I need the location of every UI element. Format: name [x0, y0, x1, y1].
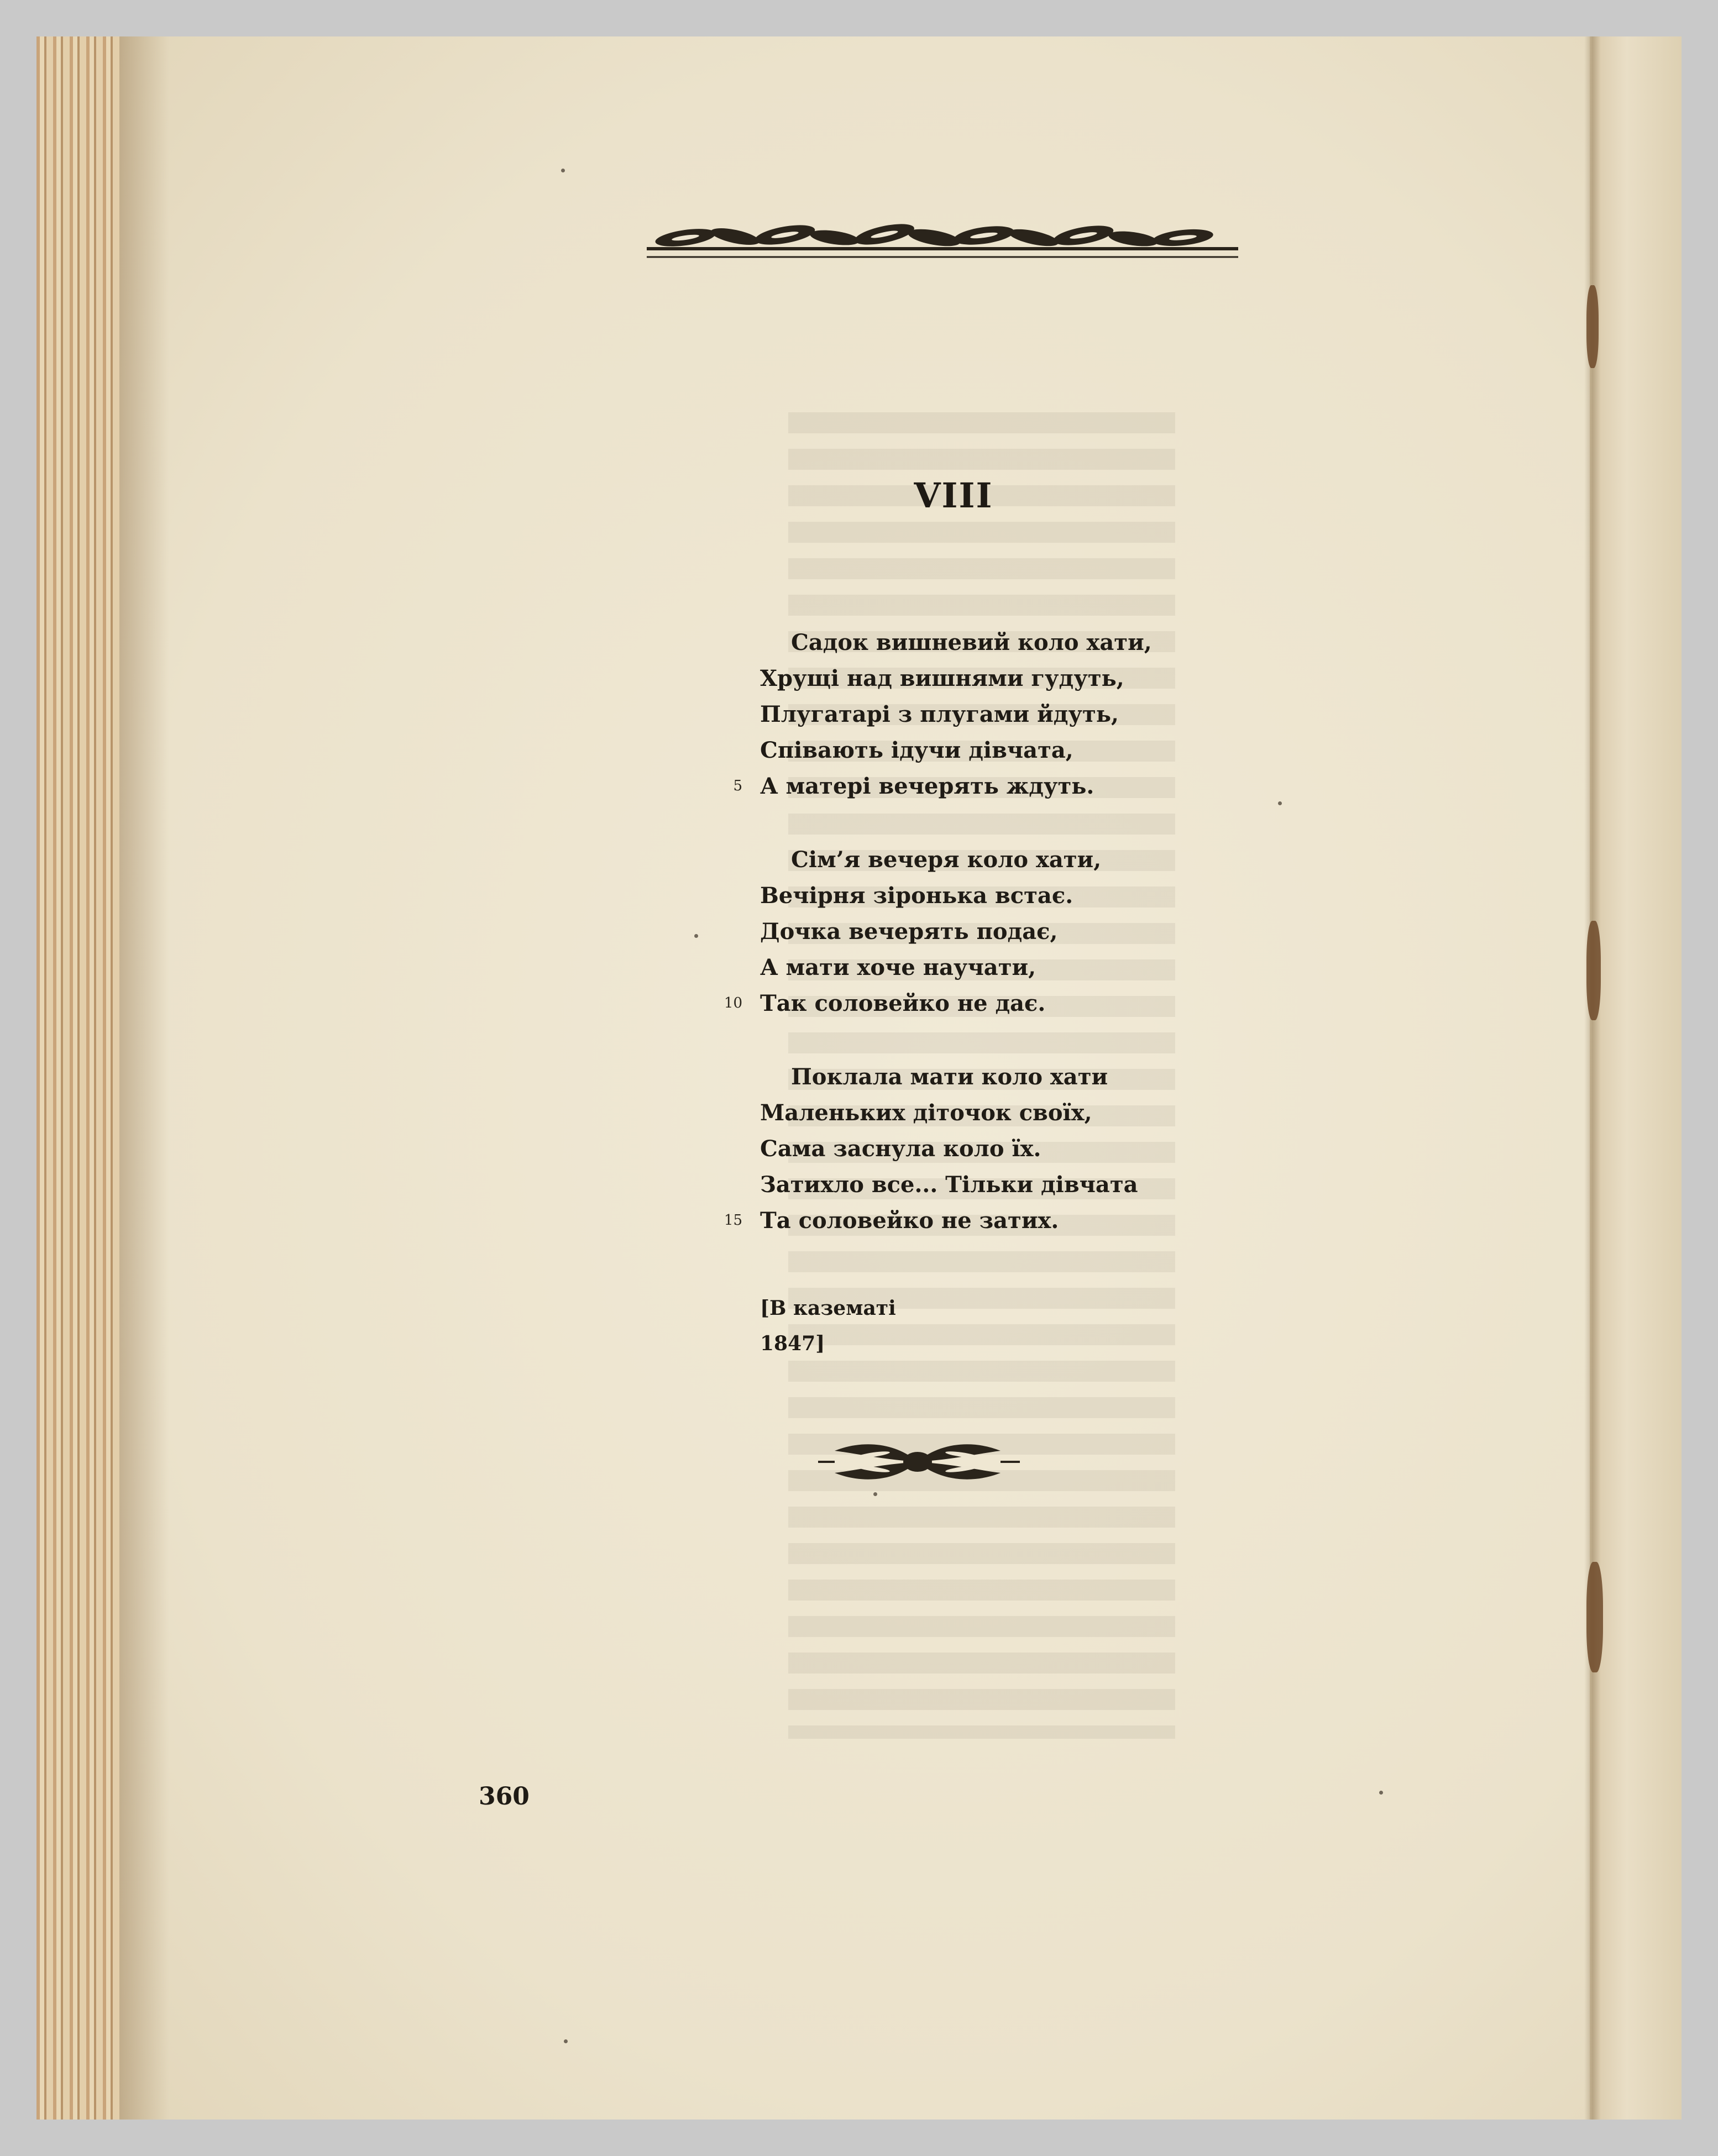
verse-text: Хрущі над вишнями гудуть,: [760, 665, 1124, 691]
verse-line: [760, 1131, 1152, 1167]
line-number: 10: [724, 995, 742, 1011]
line-number: 15: [724, 1212, 742, 1229]
date-place-note: [760, 1291, 896, 1361]
verse-line: [760, 914, 1152, 950]
verse-text: Дочка вечерять подає,: [760, 919, 1058, 945]
verse-text: Співають ідучи дівчата,: [760, 737, 1073, 763]
note-place: [В казематі: [760, 1297, 896, 1320]
note-year: 1847]: [760, 1332, 825, 1355]
stanza: [733, 625, 1152, 804]
book-page-edges: [36, 36, 119, 2120]
paper-speck: [564, 2039, 568, 2043]
verse-text: Затихло все... Тільки дівчата: [760, 1172, 1138, 1198]
verse-text: А матері вечерять ждуть.: [760, 773, 1094, 799]
line-number: 5: [733, 778, 742, 794]
header-ornament: [608, 182, 1249, 279]
verse-text: Поклала мати коло хати: [791, 1064, 1108, 1090]
verse-line: [760, 878, 1152, 914]
verse-text: Та соловейко не затих.: [760, 1208, 1059, 1234]
stanza: [724, 842, 1152, 1021]
paper-speck: [1278, 801, 1282, 805]
verse-line: [760, 1167, 1152, 1203]
verse-line: [733, 768, 1152, 804]
verse-text: Сім’я вечеря коло хати,: [791, 847, 1102, 873]
rust-stain: [1586, 1562, 1603, 1672]
verse-text: Маленьких діточок своїх,: [760, 1100, 1092, 1126]
verse-line: [760, 625, 1152, 660]
rust-stain: [1586, 921, 1601, 1020]
verse-line: [760, 696, 1152, 732]
paper-speck: [694, 934, 698, 938]
verse-line: [760, 660, 1152, 696]
verse-line: [760, 950, 1152, 985]
paper-speck: [873, 1492, 877, 1496]
adjacent-page-edge: [1590, 36, 1682, 2120]
verse-text: Так соловейко не дає.: [760, 990, 1046, 1016]
paper-speck: [561, 169, 565, 172]
verse-text: Плугатарі з плугами йдуть,: [760, 701, 1119, 727]
verse-text: Вечірня зіронька встає.: [760, 883, 1073, 909]
verse-line: [760, 1095, 1152, 1131]
verse-line: [724, 985, 1152, 1021]
rust-stain: [1586, 285, 1599, 368]
footer-ornament: [802, 1420, 1034, 1503]
verse-line: [724, 1203, 1152, 1239]
verse-text: Сама заснула коло їх.: [760, 1136, 1041, 1162]
page-number: 360: [479, 1782, 530, 1811]
verse-text: Садок вишневий коло хати,: [791, 630, 1152, 655]
section-title: VIII: [914, 475, 993, 516]
gutter-shadow: [119, 36, 169, 2120]
verse-line: [760, 842, 1152, 878]
verse-line: [760, 1059, 1152, 1095]
poem: [724, 625, 1152, 1276]
paper-speck: [1379, 1791, 1383, 1795]
verse-line: [760, 732, 1152, 768]
verse-text: А мати хоче научати,: [760, 954, 1036, 980]
stanza: [724, 1059, 1152, 1239]
